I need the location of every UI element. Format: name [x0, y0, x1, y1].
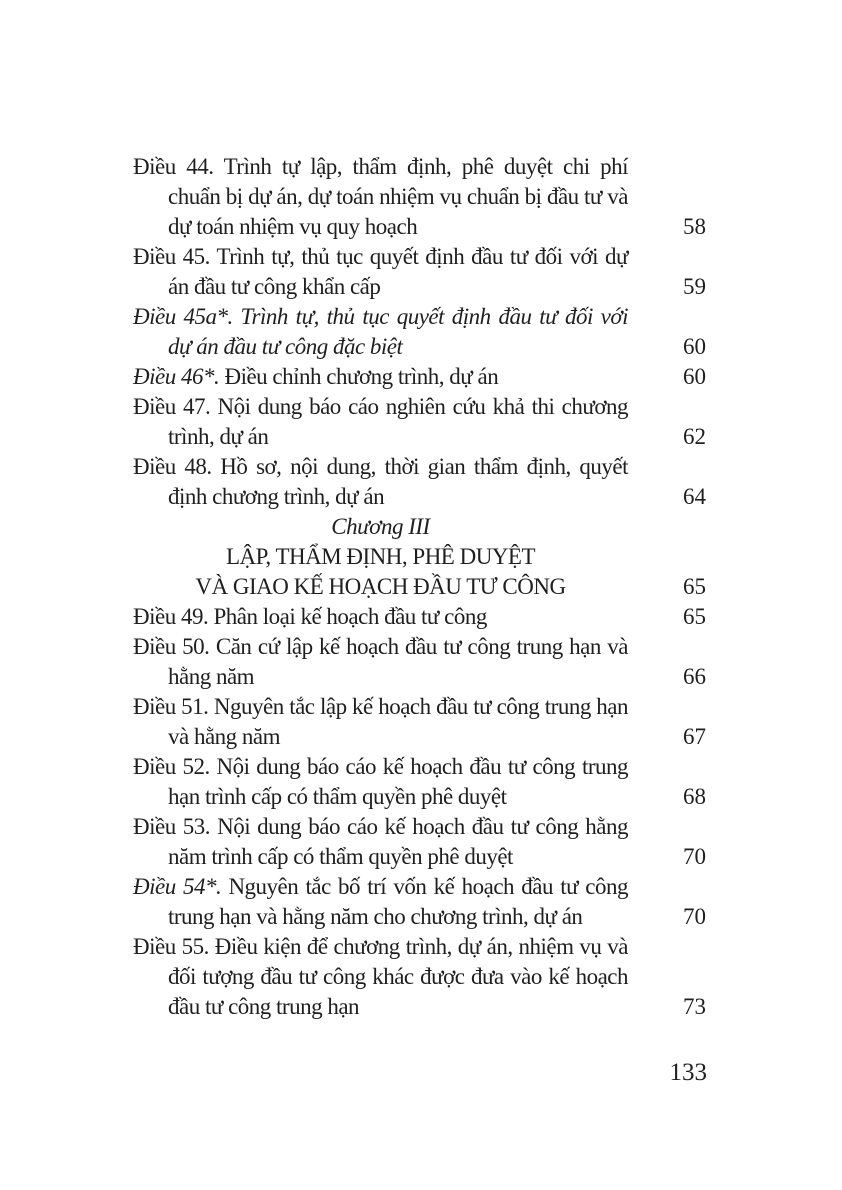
- toc-entry-number: Điều 54*.: [133, 874, 222, 899]
- toc-entry-number: Điều 55.: [133, 934, 209, 959]
- toc-entry: [133, 392, 706, 452]
- toc-entry-page: 65: [683, 604, 706, 629]
- toc-entry: [133, 452, 706, 512]
- toc-chapter-heading: [133, 512, 706, 602]
- toc-entry-page: 60: [683, 334, 706, 359]
- toc-entry-number: Điều 50.: [133, 634, 210, 659]
- chapter-label: Chương III: [331, 514, 430, 539]
- toc-entry-title: Nội dung báo cáo kế hoạch đầu tư công trung hạn trình cấp có thẩm quyền phê duyệt: [168, 754, 629, 809]
- toc-entry-number: Điều 45a*.: [133, 304, 233, 329]
- toc-entry-number: Điều 52.: [133, 754, 210, 779]
- toc-entry-title: Nội dung báo cáo kế hoạch đầu tư công hằng năm trình cấp có thẩm quyền phê duyệt: [168, 814, 628, 869]
- toc-entry-number: Điều 45.: [133, 244, 210, 269]
- toc-entry-title: Trình tự lập, thẩm định, phê duyệt chi phí chuẩn bị dự án, dự toán nhiệm vụ chuẩn bị đầu tư và dự toán nhiệm vụ quy hoạch: [168, 154, 628, 239]
- toc-entry-title: Căn cứ lập kế hoạch đầu tư công trung hạn và hằng năm: [168, 634, 628, 689]
- toc-entry-page: 70: [683, 904, 706, 929]
- toc-entry: [133, 812, 706, 872]
- toc-entry: [133, 872, 706, 932]
- toc-entry-title: Nội dung báo cáo nghiên cứu khả thi chương trình, dự án: [168, 394, 628, 449]
- toc-entry: [133, 692, 706, 752]
- toc-entry: [133, 602, 706, 632]
- table-of-contents: [133, 152, 706, 1022]
- page-folio: 133: [669, 1059, 707, 1086]
- toc-entry-page: 65: [683, 574, 706, 599]
- toc-entry-title: Nguyên tắc bố trí vốn kế hoạch đầu tư công trung hạn và hằng năm cho chương trình, dự án: [168, 874, 628, 929]
- toc-entry-page: 60: [683, 364, 706, 389]
- toc-entry-title: Trình tự, thủ tục quyết định đầu tư đối với dự án đầu tư công đặc biệt: [168, 304, 628, 359]
- toc-entry-page: 68: [683, 784, 706, 809]
- toc-entry-title: Hồ sơ, nội dung, thời gian thẩm định, quyết định chương trình, dự án: [168, 454, 628, 509]
- toc-entry-title: Phân loại kế hoạch đầu tư công: [213, 604, 487, 629]
- toc-entry-number: Điều 44.: [133, 154, 214, 179]
- toc-entry-page: 58: [683, 214, 706, 239]
- toc-entry: [133, 302, 706, 362]
- toc-entry-page: 73: [683, 994, 706, 1019]
- toc-entry: [133, 242, 706, 302]
- toc-entry-page: 70: [683, 844, 706, 869]
- toc-entry-number: Điều 47.: [133, 394, 211, 419]
- toc-entry: [133, 632, 706, 692]
- toc-entry-title: Điều kiện để chương trình, dự án, nhiệm vụ và đối tượng đầu tư công khác được đưa vào kế hoạch đầu tư công trung hạn: [168, 934, 628, 1019]
- toc-entry: [133, 752, 706, 812]
- toc-entry-page: 67: [683, 724, 706, 749]
- toc-entry: [133, 362, 706, 392]
- toc-entry-number: Điều 51.: [133, 694, 209, 719]
- toc-entry-number: Điều 48.: [133, 454, 212, 479]
- toc-entry-title: Nguyên tắc lập kế hoạch đầu tư công trung hạn và hằng năm: [168, 694, 628, 749]
- chapter-title-line-1: LẬP, THẨM ĐỊNH, PHÊ DUYỆT: [225, 544, 536, 569]
- toc-entry: [133, 152, 706, 242]
- toc-entry: [133, 932, 706, 1022]
- toc-entry-title: Điều chỉnh chương trình, dự án: [224, 364, 499, 389]
- toc-entry-page: 66: [683, 664, 706, 689]
- chapter-title-line-2: VÀ GIAO KẾ HOẠCH ĐẦU TƯ CÔNG: [195, 574, 566, 599]
- toc-entry-number: Điều 46*.: [133, 364, 220, 389]
- toc-entry-page: 62: [683, 424, 706, 449]
- toc-entry-page: 64: [683, 484, 706, 509]
- toc-entry-title: Trình tự, thủ tục quyết định đầu tư đối với dự án đầu tư công khẩn cấp: [168, 244, 628, 299]
- toc-entry-page: 59: [683, 274, 706, 299]
- toc-entry-number: Điều 53.: [133, 814, 211, 839]
- toc-entry-number: Điều 49.: [133, 604, 209, 629]
